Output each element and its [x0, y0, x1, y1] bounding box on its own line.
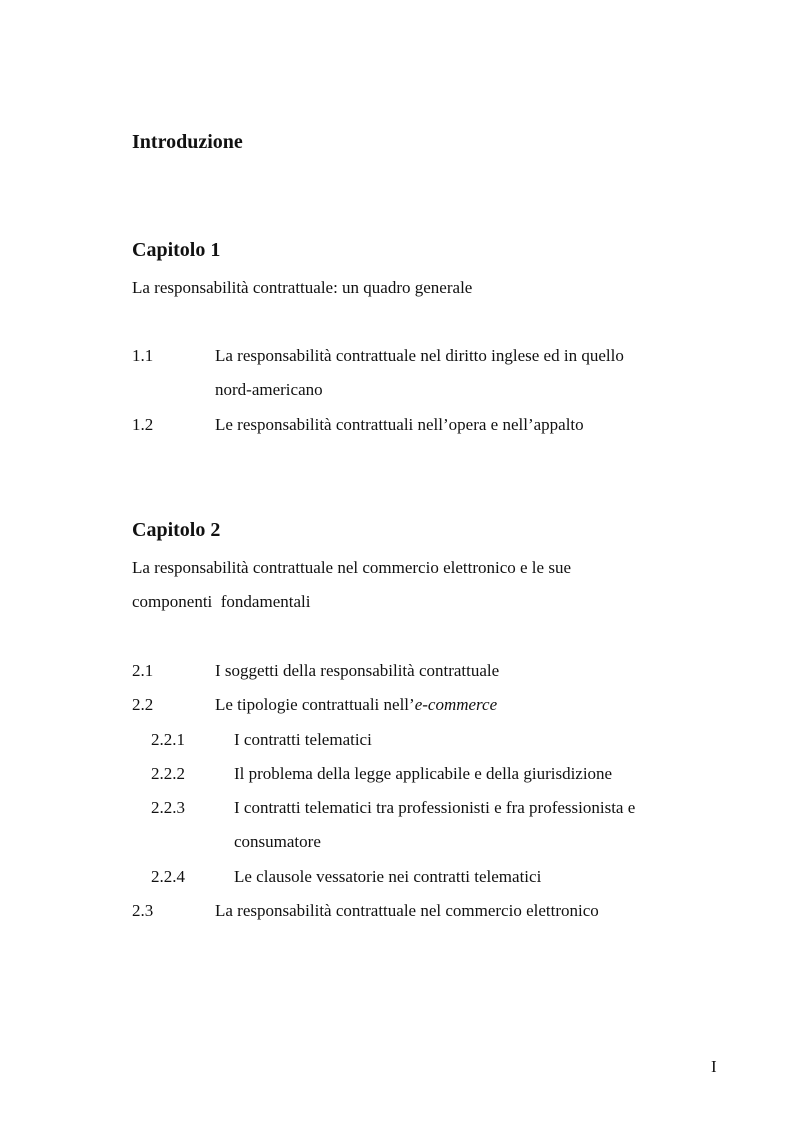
section-2-1-number: 2.1: [132, 661, 154, 680]
subsection-2-2-1-title: I contratti telematici: [234, 730, 372, 749]
subsection-2-2-4-title: Le clausole vessatorie nei contratti telematici: [234, 867, 542, 886]
subsection-2-2-3-title-cont: consumatore: [234, 832, 321, 851]
section-1-1-number: 1.1: [132, 346, 154, 365]
subsection-2-2-3-number: 2.2.3: [151, 798, 185, 817]
section-2-2-title: [215, 694, 497, 716]
chapter-2-subtitle-cont: componenti fondamentali: [132, 592, 311, 611]
page-number: I: [711, 1057, 717, 1076]
chapter-1-subtitle: La responsabilità contrattuale: un quadro generale: [132, 278, 473, 297]
chapter-2-subtitle: La responsabilità contrattuale nel commercio elettronico e le sue: [132, 558, 571, 577]
intro-heading: Introduzione: [132, 131, 243, 153]
section-2-2-title-italic: e-commerce: [414, 695, 498, 714]
section-1-1-title-cont: nord-americano: [215, 380, 323, 399]
section-1-2-number: 1.2: [132, 415, 154, 434]
subsection-2-2-2-title: Il problema della legge applicabile e della giurisdizione: [234, 764, 613, 783]
chapter-1-heading: Capitolo 1: [132, 239, 221, 261]
subsection-2-2-2-number: 2.2.2: [151, 764, 185, 783]
section-2-2-number: 2.2: [132, 695, 154, 714]
subsection-2-2-4-number: 2.2.4: [151, 867, 185, 886]
section-1-2-title: Le responsabilità contrattuali nell’opera e nell’appalto: [215, 415, 584, 434]
chapter-2-heading: Capitolo 2: [132, 519, 221, 541]
section-2-2-title-prefix: Le tipologie contrattuali nell’: [215, 695, 415, 714]
subsection-2-2-1-number: 2.2.1: [151, 730, 185, 749]
section-1-1-title: La responsabilità contrattuale nel diritto inglese ed in quello: [215, 346, 624, 365]
section-2-3-number: 2.3: [132, 901, 154, 920]
section-2-3-title: La responsabilità contrattuale nel commercio elettronico: [215, 901, 599, 920]
section-2-1-title: I soggetti della responsabilità contrattuale: [215, 661, 500, 680]
subsection-2-2-3-title: I contratti telematici tra professionisti e fra professionista e: [234, 798, 636, 817]
